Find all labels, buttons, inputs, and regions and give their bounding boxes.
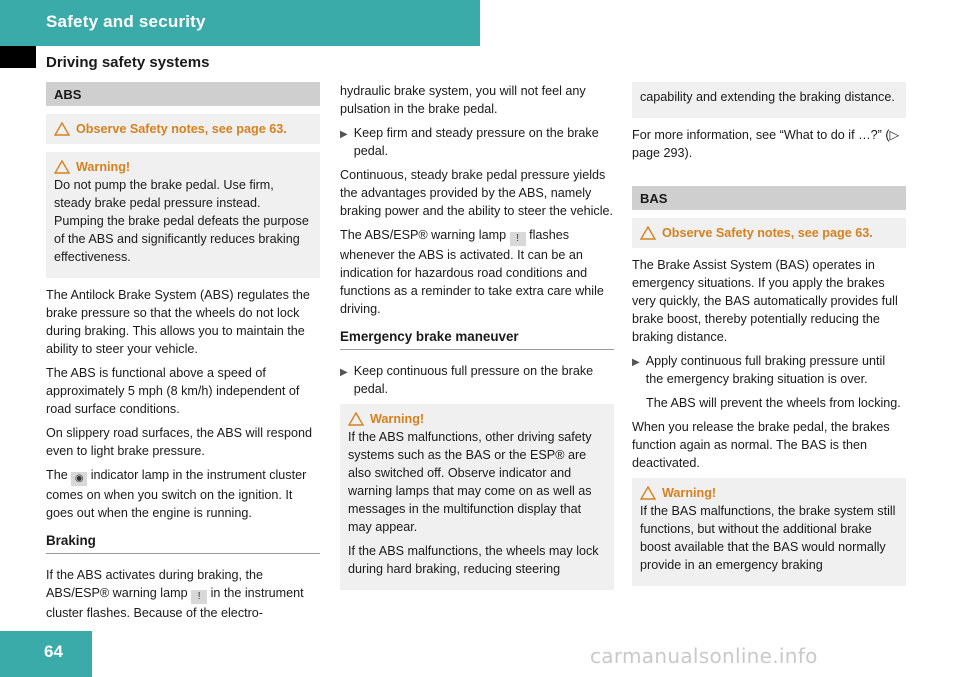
bullet-note: The ABS will prevent the wheels from locking. [646, 396, 901, 410]
warning-text: Do not pump the brake pedal. Use firm, steady brake pedal pressure instead. Pumping the brake pedal defeats the purpose of the ABS and significantly reduces braking effectiveness. [54, 178, 309, 264]
esp-warning-icon: ! [191, 590, 207, 604]
safety-note-box [46, 114, 320, 144]
warning-triangle-icon [54, 160, 70, 174]
watermark: carmanualsonline.info [590, 644, 818, 668]
warning-triangle-icon [640, 226, 656, 240]
warning-title: Warning! [662, 486, 717, 500]
bullet-text: Keep firm and steady pressure on the brake pedal. [353, 126, 599, 158]
list-item [632, 352, 906, 388]
safety-note-text[interactable]: Observe Safety notes, see page 63. [76, 122, 287, 136]
more-info-paragraph[interactable]: For more information, see “What to do if …?” (▷ page 293). [632, 128, 900, 160]
col2-paragraph-3 [340, 226, 614, 318]
section-tab-marker [0, 46, 36, 68]
abs-paragraph-4 [46, 466, 320, 522]
column-3 [632, 82, 906, 594]
abs-paragraph-4-post: indicator lamp in the instrument cluster comes on when you switch on the ignition. It goes out when the engine is running. [46, 468, 307, 520]
warning-box [46, 152, 320, 278]
column-2 [340, 82, 614, 598]
warning-continued-text: capability and extending the braking distance. [640, 90, 895, 104]
safety-note-box [632, 218, 906, 248]
arrow-bullet-icon: ▶ [340, 367, 348, 378]
bas-section-bar: BAS [632, 186, 906, 210]
braking-paragraph [46, 566, 320, 622]
safety-note-heading [640, 224, 898, 242]
warning-text-2: If the ABS malfunctions, the wheels may lock during hard braking, reducing steering [348, 544, 599, 576]
warning-triangle-icon [640, 486, 656, 500]
warning-heading [54, 158, 312, 176]
warning-triangle-icon [54, 122, 70, 136]
warning-triangle-icon [348, 412, 364, 426]
arrow-bullet-icon: ▶ [632, 357, 640, 368]
emergency-brake-heading: Emergency brake maneuver [340, 328, 614, 350]
page-number: 64 [44, 642, 63, 661]
warning-heading [640, 484, 898, 502]
bullet-text: Apply continuous full braking pressure until the emergency braking situation is over. [645, 354, 886, 386]
column-1 [46, 82, 320, 628]
warning-heading [348, 410, 606, 428]
abs-paragraph-2: The ABS is functional above a speed of approximately 5 mph (8 km/h) independent of road surface conditions. [46, 366, 300, 416]
warning-box-continued [632, 82, 906, 118]
warning-title: Warning! [76, 160, 131, 174]
bullet-text: Keep continuous full pressure on the brake pedal. [353, 364, 594, 396]
esp-warning-icon: ! [510, 232, 526, 246]
list-item [340, 124, 614, 160]
braking-heading: Braking [46, 532, 320, 554]
abs-section-bar: ABS [46, 82, 320, 106]
abs-paragraph-4-pre: The [46, 468, 68, 482]
warning-box [632, 478, 906, 586]
abs-paragraph-1: The Antilock Brake System (ABS) regulates the brake pressure so that the wheels do not lock during braking. This allows you to maintain the ability to steer your vehicle. [46, 288, 310, 356]
col2-paragraph-3-post: flashes whenever the ABS is activated. It can be an indication for hazardous road conditions and functions as a reminder to take extra care while driving. [340, 228, 604, 316]
col2-paragraph-2: Continuous, steady brake pedal pressure yields the advantages provided by the ABS, namely braking power and the ability to steer the vehicle. [340, 168, 614, 218]
abs-indicator-icon: ◉ [71, 472, 87, 486]
col2-paragraph-3-pre: The ABS/ESP® warning lamp [340, 228, 507, 242]
col2-paragraph-1: hydraulic brake system, you will not feel any pulsation in the brake pedal. [340, 84, 586, 116]
bas-paragraph-1: The Brake Assist System (BAS) operates in emergency situations. If you apply the brakes very quickly, the BAS automatically provides full brake boost, thereby potentially reducing the braking distance. [632, 258, 898, 344]
safety-note-text[interactable]: Observe Safety notes, see page 63. [662, 226, 873, 240]
header-title: Safety and security [46, 12, 206, 31]
safety-note-heading [54, 120, 312, 138]
braking-paragraph-pre: If the ABS activates during braking, the ABS/ESP® warning lamp [46, 568, 264, 600]
list-item [340, 362, 614, 398]
page-subtitle: Driving safety systems [46, 54, 210, 71]
arrow-bullet-icon: ▶ [340, 129, 348, 140]
abs-paragraph-3: On slippery road surfaces, the ABS will respond even to light brake pressure. [46, 426, 312, 458]
warning-text-1: If the ABS malfunctions, other driving safety systems such as the BAS or the ESP® are also switched off. Observe indicator and warning lamps that may come on as well as messages in the multifunction display that may appear. [348, 430, 592, 534]
warning-box [340, 404, 614, 590]
braking-paragraph-post: in the instrument cluster flashes. Because of the electro- [46, 586, 304, 620]
bas-paragraph-2: When you release the brake pedal, the brakes function again as normal. The BAS is then deactivated. [632, 420, 890, 470]
warning-text: If the BAS malfunctions, the brake system still functions, but without the additional brake boost available that the BAS would normally provide in an emergency braking [640, 504, 896, 572]
warning-title: Warning! [370, 412, 425, 426]
